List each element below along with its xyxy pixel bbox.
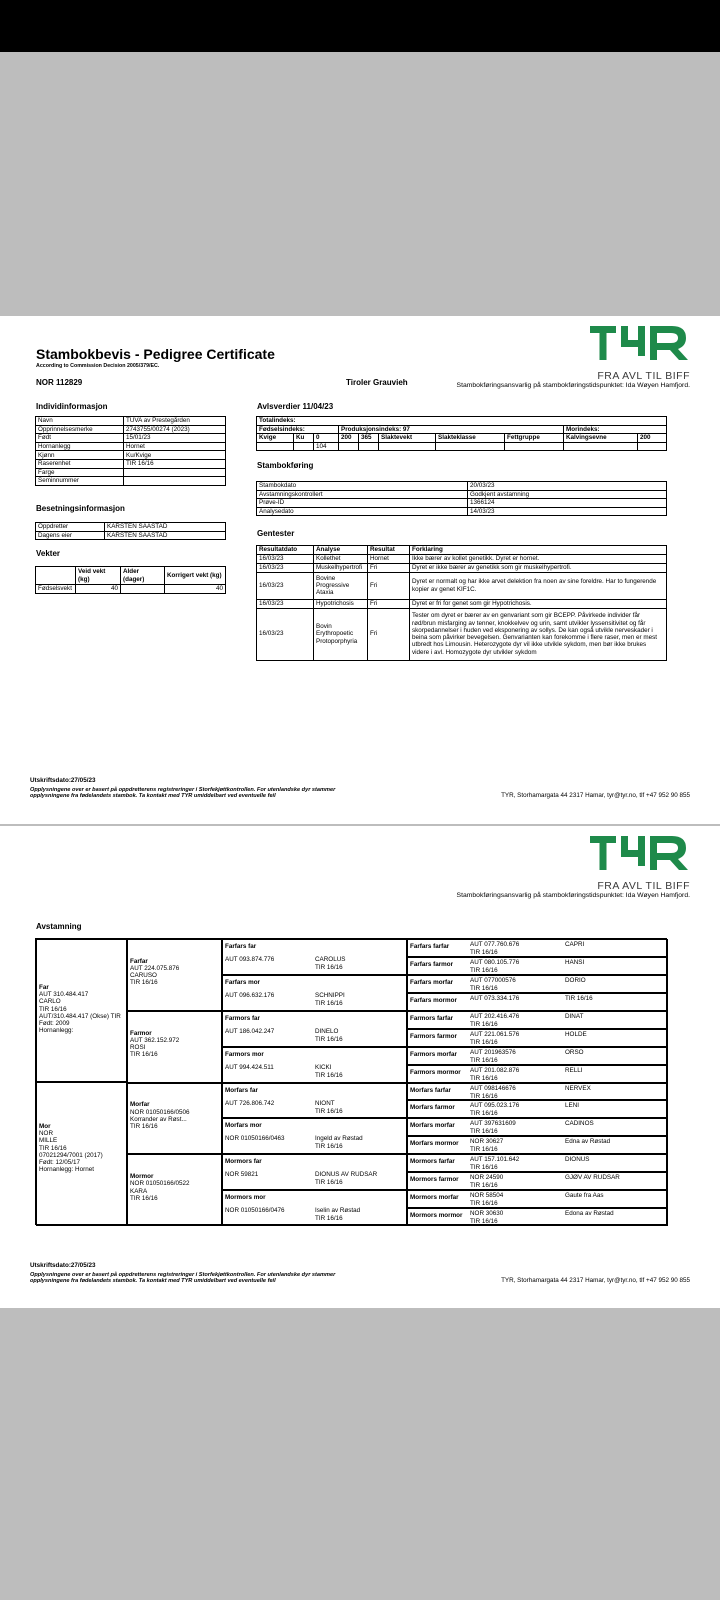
besetning-row xyxy=(36,523,226,532)
vekter-cell: 40 xyxy=(76,585,121,594)
gen4-id: AUT 073.334.176 xyxy=(470,994,520,1002)
gen4-title: Farfars mormor xyxy=(410,996,457,1004)
vekter-header xyxy=(36,567,76,585)
individ-value: 2743755/00274 (2023) xyxy=(124,425,226,434)
gentester-header: Resultatdato xyxy=(257,546,314,555)
page-subtitle: According to Commission Decision 2005/379/EC. xyxy=(36,363,160,369)
gen2-text xyxy=(130,1173,190,1202)
gen3-title: Farmors far xyxy=(225,1014,260,1022)
gen3-id: AUT 093.874.776 xyxy=(225,956,275,963)
gentester-cell: Muskelhypertrofi xyxy=(314,563,368,572)
stambok-label: Avstamningskontrollert xyxy=(257,490,468,499)
tyr-logo-icon xyxy=(590,834,690,882)
pedigree-gen4 xyxy=(407,1172,668,1190)
gentester-cell: Dyret er normalt og har ikke arvet delektion fra noen av sine foreldre. Har to fungerende kopier av genet KIF1C. xyxy=(410,572,667,599)
pedigree-far xyxy=(36,939,127,1082)
stambok-value: Godkjent avstamning xyxy=(468,490,667,499)
stambok-table xyxy=(256,481,667,516)
gen4-title: Farfars morfar xyxy=(410,978,454,986)
gentester-cell: Bovin Erythropoetic Protoporphyria xyxy=(314,608,368,660)
pedigree-gen4 xyxy=(407,1118,668,1136)
gen2-line: TIR 16/16 xyxy=(130,1122,158,1130)
gen3-id: NOR 59821 xyxy=(225,1171,259,1179)
far-line: AUT/310.484.417 (Okse) TIR xyxy=(39,1012,121,1020)
gen4-id: AUT 077000576 xyxy=(470,976,516,984)
gen2-title: Morfar xyxy=(130,1101,150,1109)
gen3-id: AUT 096.632.176 xyxy=(225,991,275,999)
gen3-name: NIONT xyxy=(315,1099,335,1107)
gentester-row xyxy=(257,608,667,660)
gen4-name: RELLI xyxy=(565,1066,583,1074)
gen4-id: NOR 30627 xyxy=(470,1138,504,1146)
pedigree-gen4 xyxy=(407,939,668,957)
gen4-id: AUT 157.101.642 xyxy=(470,1156,520,1164)
pedigree-gen4 xyxy=(407,1083,668,1101)
gen4-name: NERVEX xyxy=(565,1084,591,1092)
mor-line: 07021294/7001 (2017) xyxy=(39,1151,103,1159)
stambok-row xyxy=(257,507,667,516)
stambok-heading: Stambokføring xyxy=(257,461,314,470)
footer-address: TYR, Storhamargata 44 2317 Hamar, tyr@tyr.no, tlf +47 952 90 855 xyxy=(501,792,690,799)
avl-table xyxy=(256,416,667,451)
gentester-row xyxy=(257,572,667,599)
gentester-heading: Gentester xyxy=(257,529,295,538)
vekter-cell xyxy=(121,585,165,594)
gen4-title: Morfars morfar xyxy=(410,1122,455,1130)
gentester-cell: Hypotrichosis xyxy=(314,599,368,608)
gen3-title: Farmors mor xyxy=(225,1050,264,1058)
breed-name: Tiroler Grauvieh xyxy=(346,378,408,387)
gen4-name: GJØV AV RUDSAR xyxy=(565,1174,620,1182)
gen4-id: AUT 201.082.876 xyxy=(470,1066,520,1074)
individ-row xyxy=(36,442,226,451)
gen4-name: LENI xyxy=(565,1102,579,1110)
avl-produksjon: Produksjonsindeks: 97 xyxy=(339,425,564,434)
avl-heading: Avlsverdier 11/04/23 xyxy=(257,402,334,411)
avl-value xyxy=(359,442,379,451)
gentester-cell: 16/03/23 xyxy=(257,563,314,572)
pedigree-gen3 xyxy=(222,1047,407,1083)
gentester-header: Forklaring xyxy=(410,546,667,555)
gen2-line: TIR 16/16 xyxy=(130,1051,158,1059)
gen4-id: NOR 58504 xyxy=(470,1192,504,1200)
gen4-id: AUT 098146676 xyxy=(470,1084,516,1092)
page-title: Stambokbevis - Pedigree Certificate xyxy=(36,346,275,362)
gen3-name: DIONUS AV RUDSAR xyxy=(315,1171,378,1179)
pedigree-gen4 xyxy=(407,957,668,975)
gen4-name: ORSO xyxy=(565,1048,584,1056)
pedigree-gen4 xyxy=(407,1065,668,1083)
besetning-value: KARSTEN SAASTAD xyxy=(105,531,226,540)
gen4-name: Gaute fra Aas xyxy=(565,1192,604,1200)
besetning-row xyxy=(36,531,226,540)
gentester-cell: Fri xyxy=(368,608,410,660)
gen4-race: TIR 16/16 xyxy=(470,1092,498,1100)
pedigree-gen4 xyxy=(407,1154,668,1172)
gen4-race: TIR 16/16 xyxy=(470,1020,498,1028)
individ-value: Ku/Kvige xyxy=(124,451,226,460)
gen4-title: Mormors farmor xyxy=(410,1176,459,1184)
individ-row xyxy=(36,451,226,460)
gen4-race: TIR 16/16 xyxy=(470,1128,498,1136)
gen4-id: AUT 221.061.576 xyxy=(470,1030,520,1038)
avl-total: Totalindeks: xyxy=(257,417,667,426)
avl-fodsel: Fødselsindeks: xyxy=(257,425,339,434)
gen4-name: HANSI xyxy=(565,958,585,966)
gen2-text xyxy=(130,1101,190,1130)
gentester-cell: Tester om dyret er bærer av en genvariant som gir BCEPP. Påvirkede individer får rød/brun misfarging av tenner, knokkelvev og urin, samt utvikler lyssensitivitet og får skorpedannelser i huden ved eksponering av sollys. De kan også utvikle nerveskader i beina som påvirker bevegelsen. Genvarianten kan forekomme i flere raser, men er mest utbredt hos Limousin. Heterozygote dyr vil ikke utvikle sykdom, men bør ikke brukes videre i avl. Homozygote dyr utvikler sykdom xyxy=(410,608,667,660)
avl-col-header: 365 xyxy=(359,434,379,443)
gen4-id: AUT 202.416.476 xyxy=(470,1012,520,1020)
vekter-heading: Vekter xyxy=(36,549,61,558)
gen4-name: TIR 16/16 xyxy=(565,994,593,1002)
gen2-text xyxy=(130,958,179,987)
gen4-id: NOR 24590 xyxy=(470,1174,504,1182)
individ-row xyxy=(36,434,226,443)
gen4-race: TIR 16/16 xyxy=(470,1146,498,1154)
gen4-race: TIR 16/16 xyxy=(470,1200,498,1208)
individ-label: Kjønn xyxy=(36,451,124,460)
individ-value xyxy=(124,468,226,477)
pedigree-gen4 xyxy=(407,1029,668,1047)
footer-note: Opplysningene over er basert på oppdretterens registreringer i Storfekjøttkontrollen. For utenlandske dyr stammer opplysningene fra fødelandets stambok. Ta kontakt med TYR umiddelbart ved eventuelle feil xyxy=(30,1272,336,1285)
certificate-page-1 xyxy=(0,316,720,824)
stambok-value: 14/03/23 xyxy=(468,507,667,516)
tyr-logo-icon xyxy=(590,324,690,372)
gen4-name: DORIO xyxy=(565,976,586,984)
mor-line: NOR xyxy=(39,1130,53,1138)
gen2-line: AUT 362.152.972 xyxy=(130,1036,180,1044)
stambok-label: Analysedato xyxy=(257,507,468,516)
pedigree-gen2 xyxy=(127,1011,222,1083)
besetning-label: Oppdretter xyxy=(36,523,105,532)
pedigree-gen4 xyxy=(407,993,668,1011)
avl-morindeks: Morindeks: xyxy=(564,425,667,434)
pedigree-mor xyxy=(36,1082,127,1226)
avl-col-header: Fettgruppe xyxy=(505,434,564,443)
individ-row xyxy=(36,459,226,468)
gen2-line: NOR 01050166/0522 xyxy=(130,1180,190,1188)
stambok-row xyxy=(257,499,667,508)
gen2-line: NOR 01050166/0506 xyxy=(130,1108,190,1116)
gen4-id: AUT 080.105.776 xyxy=(470,958,520,966)
besetning-label: Dagens eier xyxy=(36,531,105,540)
gen3-race: TIR 16/16 xyxy=(315,1143,343,1151)
gen3-id: NOR 01050166/0463 xyxy=(225,1135,285,1143)
gen2-line: AUT 224.075.876 xyxy=(130,965,180,973)
gen4-title: Farmors farmor xyxy=(410,1032,457,1040)
footer-address: TYR, Storhamargata 44 2317 Hamar, tyr@tyr.no, tlf +47 952 90 855 xyxy=(501,1277,690,1284)
gentester-cell: 16/03/23 xyxy=(257,554,314,563)
gen3-name: Ingeld av Røstad xyxy=(315,1135,363,1143)
gentester-cell: Dyret er fri for genet som gir Hypotrichosis. xyxy=(410,599,667,608)
individ-row xyxy=(36,477,226,486)
far-line: Hornanlegg: xyxy=(39,1027,74,1035)
pedigree-gen2 xyxy=(127,939,222,1011)
vekter-table xyxy=(35,566,226,594)
individ-value: Hornet xyxy=(124,442,226,451)
gen4-title: Mormors mormor xyxy=(410,1212,463,1220)
besetning-heading: Besetningsinformasjon xyxy=(36,504,125,513)
gen4-race: TIR 16/16 xyxy=(470,1074,498,1082)
far-title: Far xyxy=(39,984,49,991)
gen2-title: Farfar xyxy=(130,957,148,965)
print-date: Utskriftsdato:27/05/23 xyxy=(30,1262,96,1269)
gen3-title: Farfars far xyxy=(225,943,257,950)
pedigree-gen4 xyxy=(407,975,668,993)
gen3-title: Morfars mor xyxy=(225,1122,262,1130)
gen4-race: TIR 16/16 xyxy=(470,1110,498,1118)
gen4-race: TIR 16/16 xyxy=(470,949,498,956)
gen4-title: Farmors farfar xyxy=(410,1014,454,1022)
gen2-line: Korrander av Røst... xyxy=(130,1115,187,1123)
gen4-race: TIR 16/16 xyxy=(470,984,498,992)
avl-col-header: Slakteklasse xyxy=(436,434,505,443)
gen3-name: CAROLUS xyxy=(315,956,346,963)
vekter-cell: 40 xyxy=(165,585,226,594)
gen3-id: NOR 01050166/0476 xyxy=(225,1207,285,1215)
avl-value xyxy=(638,442,667,451)
gen4-id: AUT 095.023.176 xyxy=(470,1102,520,1110)
certificate-page-2 xyxy=(0,826,720,1308)
gen4-race: TIR 16/16 xyxy=(470,966,498,974)
gen4-title: Farfars farmor xyxy=(410,960,454,968)
mor-line: Født: 12/05/17 xyxy=(39,1159,80,1167)
mor-title: Mor xyxy=(39,1123,51,1130)
individ-value: 15/01/23 xyxy=(124,434,226,443)
individ-label: Opprinnelsesmerke xyxy=(36,425,124,434)
mor-line: TIR 16/16 xyxy=(39,1144,67,1152)
gen3-name: SCHNIPPI xyxy=(315,991,345,999)
gen4-name: Edona av Røstad xyxy=(565,1210,614,1218)
individ-value xyxy=(124,477,226,486)
gen4-name: CAPRI xyxy=(565,941,585,948)
avl-value xyxy=(339,442,359,451)
gen4-id: AUT 397631609 xyxy=(470,1120,516,1128)
vekter-header: Veid vekt (kg) xyxy=(76,567,121,585)
gen3-title: Mormors far xyxy=(225,1158,262,1166)
gentester-cell: Ikke bærer av kollet genetikk. Dyret er hornet. xyxy=(410,554,667,563)
stambok-value: 20/03/23 xyxy=(468,482,667,491)
individ-label: Født xyxy=(36,434,124,443)
pedigree-gen3 xyxy=(222,975,407,1011)
gen3-name: DINELO xyxy=(315,1027,339,1035)
gen2-line: KARA xyxy=(130,1187,148,1195)
gen2-line: CARUSO xyxy=(130,972,157,980)
far-line: AUT 310.484.417 xyxy=(39,991,89,999)
gen3-race: TIR 16/16 xyxy=(315,964,343,971)
individ-label: Farge xyxy=(36,468,124,477)
avl-col-header: 0 xyxy=(314,434,339,443)
gentester-cell: Dyret er ikke bærer av genetikk som gir muskelhypertrofi. xyxy=(410,563,667,572)
pedigree-grid xyxy=(35,938,667,1225)
gen3-title: Mormors mor xyxy=(225,1194,266,1202)
gen2-line: TIR 16/16 xyxy=(130,979,158,987)
individ-label: Hornanlegg xyxy=(36,442,124,451)
gentester-cell: Kollethet xyxy=(314,554,368,563)
logo-tagline: FRA AVL TIL BIFF xyxy=(597,370,690,382)
vekter-header: Alder (dager) xyxy=(121,567,165,585)
individ-table xyxy=(35,416,226,486)
gentester-cell: Fri xyxy=(368,572,410,599)
pedigree-gen3 xyxy=(222,1118,407,1154)
individ-label: Seminnummer xyxy=(36,477,124,486)
gen3-name: KICKI xyxy=(315,1063,332,1071)
gen2-line: TIR 16/16 xyxy=(130,1194,158,1202)
gen3-race: TIR 16/16 xyxy=(315,1035,343,1043)
gentester-row xyxy=(257,554,667,563)
gen4-title: Farmors mormor xyxy=(410,1068,461,1076)
individ-heading: Individinformasjon xyxy=(36,402,108,411)
stambok-row xyxy=(257,490,667,499)
gen4-race: TIR 16/16 xyxy=(470,1164,498,1172)
pedigree-gen4 xyxy=(407,1136,668,1154)
pedigree-gen2 xyxy=(127,1083,222,1155)
gen4-title: Mormors farfar xyxy=(410,1158,455,1166)
pedigree-gen3 xyxy=(222,1190,407,1226)
pedigree-gen3 xyxy=(222,1011,407,1047)
gen4-id: AUT 201963576 xyxy=(470,1048,516,1056)
far-line: TIR 16/16 xyxy=(39,1005,67,1013)
pedigree-gen2 xyxy=(127,1154,222,1226)
avl-col-header: 200 xyxy=(638,434,667,443)
far-line: Født: 2009 xyxy=(39,1020,70,1028)
gen3-id: AUT 994.424.511 xyxy=(225,1063,274,1071)
pedigree-gen4 xyxy=(407,1100,668,1118)
gen4-race: TIR 16/16 xyxy=(470,1218,498,1226)
avl-col-header: Ku xyxy=(294,434,314,443)
pedigree-gen4 xyxy=(407,1208,668,1226)
avl-value: 104 xyxy=(314,442,339,451)
besetning-table xyxy=(35,522,226,540)
gentester-cell: 16/03/23 xyxy=(257,599,314,608)
gentester-row xyxy=(257,599,667,608)
pedigree-gen4 xyxy=(407,1011,668,1029)
gentester-header-row xyxy=(257,546,667,555)
pedigree-gen3 xyxy=(222,1083,407,1119)
vekter-cell: Fødselsvekt xyxy=(36,585,76,594)
stambok-row xyxy=(257,482,667,491)
gen4-name: DINAT xyxy=(565,1012,584,1020)
avl-value xyxy=(294,442,314,451)
gen3-race: TIR 16/16 xyxy=(315,1107,343,1115)
gentester-cell: Fri xyxy=(368,599,410,608)
gen3-race: TIR 16/16 xyxy=(315,1215,343,1223)
gen3-race: TIR 16/16 xyxy=(315,1179,343,1187)
pedigree-gen3 xyxy=(222,939,407,975)
gen4-race: TIR 16/16 xyxy=(470,1038,498,1046)
avl-col-header: Slaktevekt xyxy=(379,434,436,443)
individ-label: Raserenhet xyxy=(36,459,124,468)
gentester-row xyxy=(257,563,667,572)
individ-value: TUVA av Prestegården xyxy=(124,417,226,426)
avl-value xyxy=(505,442,564,451)
individ-row xyxy=(36,468,226,477)
registrar-note: Stambokføringsansvarlig på stambokføringstidspunktet: Ida Wøyen Hamfjord. xyxy=(456,892,690,899)
avl-col-header: Kvige xyxy=(257,434,294,443)
gentester-cell: Fri xyxy=(368,563,410,572)
avl-value xyxy=(564,442,638,451)
gen4-title: Morfars mormor xyxy=(410,1140,459,1148)
individ-row xyxy=(36,417,226,426)
avl-col-header: Kalvingsevne xyxy=(564,434,638,443)
gen4-name: DIONUS xyxy=(565,1156,590,1164)
avl-value xyxy=(436,442,505,451)
gen4-name: Edna av Røstad xyxy=(565,1138,611,1146)
gentester-cell: Bovine Progressive Ataxia xyxy=(314,572,368,599)
gentester-cell: 16/03/23 xyxy=(257,608,314,660)
stambok-label: Stambokdato xyxy=(257,482,468,491)
mor-line: MILLE xyxy=(39,1137,58,1145)
gen2-line: ROSI xyxy=(130,1044,146,1052)
gentester-cell: 16/03/23 xyxy=(257,572,314,599)
individ-row xyxy=(36,425,226,434)
far-line: CARLO xyxy=(39,998,61,1006)
gentester-table xyxy=(256,545,667,661)
pedigree-gen3 xyxy=(222,1154,407,1190)
gentester-header: Resultat xyxy=(368,546,410,555)
status-bar xyxy=(0,0,720,52)
vekter-header: Korrigert vekt (kg) xyxy=(165,567,226,585)
stambok-label: Prøve-ID xyxy=(257,499,468,508)
gentester-header: Analyse xyxy=(314,546,368,555)
gen3-id: AUT 726.806.742 xyxy=(225,1099,275,1107)
gen4-id: NOR 30630 xyxy=(470,1210,504,1218)
gen4-title: Farfars farfar xyxy=(410,943,450,950)
gen3-race: TIR 16/16 xyxy=(315,999,343,1007)
gen4-race: TIR 16/16 xyxy=(470,1056,498,1064)
registrar-note: Stambokføringsansvarlig på stambokføringstidspunktet: Ida Wøyen Hamfjord. xyxy=(456,382,690,389)
avl-col-header: 200 xyxy=(339,434,359,443)
registration-number: NOR 112829 xyxy=(36,378,83,387)
gentester-cell: Hornet xyxy=(368,554,410,563)
individ-value: TIR 16/16 xyxy=(124,459,226,468)
avl-value xyxy=(257,442,294,451)
gen4-id: AUT 077.760.676 xyxy=(470,941,520,948)
gen3-name: Iselin av Røstad xyxy=(315,1207,361,1215)
gen2-title: Mormor xyxy=(130,1173,154,1181)
gen3-race: TIR 16/16 xyxy=(315,1071,343,1079)
gen4-title: Morfars farmor xyxy=(410,1104,455,1112)
gen3-title: Farfars mor xyxy=(225,978,260,986)
gen4-title: Morfars farfar xyxy=(410,1086,451,1094)
stambok-value: 1366124 xyxy=(468,499,667,508)
gen3-title: Morfars far xyxy=(225,1086,258,1094)
pedigree-gen4 xyxy=(407,1047,668,1065)
avl-value xyxy=(379,442,436,451)
gen4-name: HOLDE xyxy=(565,1030,587,1038)
besetning-value: KARSTEN SAASTAD xyxy=(105,523,226,532)
print-date: Utskriftsdato:27/05/23 xyxy=(30,777,96,784)
individ-label: Navn xyxy=(36,417,124,426)
logo-tagline: FRA AVL TIL BIFF xyxy=(597,880,690,892)
gen4-race: TIR 16/16 xyxy=(470,1182,498,1190)
footer-note: Opplysningene over er basert på oppdretterens registreringer i Storfekjøttkontrollen. For utenlandske dyr stammer opplysningene fra fødelandets stambok. Ta kontakt med TYR umiddelbart ved eventuelle feil xyxy=(30,787,336,800)
gen2-title: Farmor xyxy=(130,1029,152,1037)
gen4-title: Farmors morfar xyxy=(410,1050,457,1058)
pedigree-gen4 xyxy=(407,1190,668,1208)
gen4-title: Mormors morfar xyxy=(410,1194,459,1202)
gen4-name: CADINOS xyxy=(565,1120,594,1128)
gen2-text xyxy=(130,1030,179,1059)
avstamning-heading: Avstamning xyxy=(36,922,82,931)
mor-line: Hornanlegg: Hornet xyxy=(39,1166,94,1174)
gen3-id: AUT 186.042.247 xyxy=(225,1027,275,1035)
